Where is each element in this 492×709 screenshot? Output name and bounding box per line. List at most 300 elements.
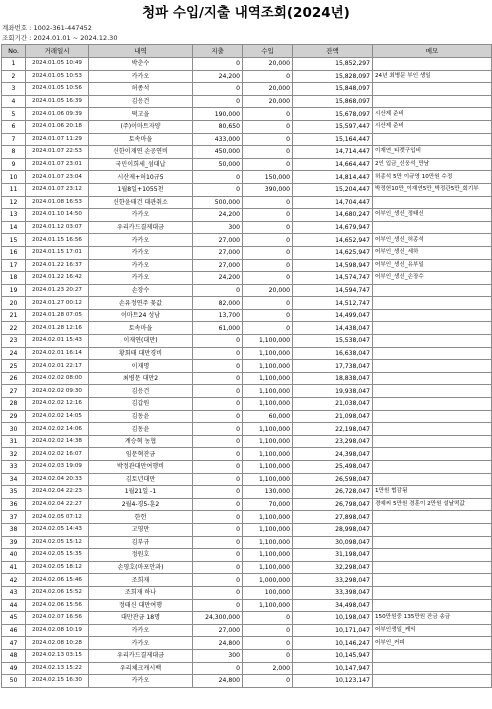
row-income: 1,100,000 xyxy=(243,599,293,612)
row-description: 카카오 xyxy=(89,272,193,285)
row-expense: 13,700 xyxy=(193,309,243,322)
row-expense: 0 xyxy=(193,574,243,587)
row-number: 34 xyxy=(2,473,26,486)
table-row xyxy=(2,398,492,411)
row-balance: 14,652,947 xyxy=(293,234,373,247)
row-memo xyxy=(373,461,492,474)
row-datetime: 2024.02.08 10:28 xyxy=(26,637,89,650)
row-description: 신한윤태건 대관취소 xyxy=(89,196,193,209)
row-description: 최병문 대만2 xyxy=(89,372,193,385)
row-balance: 17,738,047 xyxy=(293,360,373,373)
row-datetime: 2024.01.22 16:42 xyxy=(26,272,89,285)
row-description: 정태신 대만여행 xyxy=(89,599,193,612)
table-row xyxy=(2,561,492,574)
row-number: 3 xyxy=(2,83,26,96)
row-balance: 10,198,047 xyxy=(293,612,373,625)
row-datetime: 2024.02.01 15:43 xyxy=(26,335,89,348)
row-expense: 0 xyxy=(193,58,243,71)
row-datetime: 2024.01.23 20:27 xyxy=(26,284,89,297)
row-balance: 25,498,047 xyxy=(293,461,373,474)
header-expense: 지출 xyxy=(193,45,243,58)
row-balance: 33,298,047 xyxy=(293,574,373,587)
row-balance: 10,147,947 xyxy=(293,662,373,675)
row-expense: 0 xyxy=(193,461,243,474)
row-number: 6 xyxy=(2,120,26,133)
row-memo xyxy=(373,549,492,562)
row-expense: 0 xyxy=(193,511,243,524)
row-balance: 32,298,047 xyxy=(293,561,373,574)
row-description: 시산제+허10규5 xyxy=(89,171,193,184)
row-memo xyxy=(373,221,492,234)
row-description: 카카오 xyxy=(89,70,193,83)
table-row xyxy=(2,574,492,587)
row-expense: 27,000 xyxy=(193,246,243,259)
row-income: 0 xyxy=(243,158,293,171)
row-expense: 0 xyxy=(193,599,243,612)
row-memo: 시산제 준비 xyxy=(373,120,492,133)
row-income: 20,000 xyxy=(243,58,293,71)
row-number: 2 xyxy=(2,70,26,83)
row-expense: 190,000 xyxy=(193,108,243,121)
row-income: 1,100,000 xyxy=(243,448,293,461)
row-memo xyxy=(373,473,492,486)
row-balance: 21,098,047 xyxy=(293,410,373,423)
row-balance: 28,998,047 xyxy=(293,523,373,536)
row-memo xyxy=(373,398,492,411)
row-memo xyxy=(373,574,492,587)
row-income: 1,100,000 xyxy=(243,335,293,348)
row-memo: 허종석 5만 이규영 10만원 수정 xyxy=(373,171,492,184)
row-number: 17 xyxy=(2,259,26,272)
row-memo xyxy=(373,83,492,96)
row-income: 0 xyxy=(243,209,293,222)
row-income: 0 xyxy=(243,272,293,285)
row-datetime: 2024.01.05 16:39 xyxy=(26,95,89,108)
row-expense: 0 xyxy=(193,586,243,599)
row-memo xyxy=(373,649,492,662)
row-description: 손유정연주 꽃값 xyxy=(89,297,193,310)
row-memo xyxy=(373,586,492,599)
row-datetime: 2024.02.06 15:52 xyxy=(26,586,89,599)
table-row xyxy=(2,486,492,499)
row-memo: 24년 최병문 부인 생일 xyxy=(373,70,492,83)
row-description: 2월4-경5-훈2 xyxy=(89,498,193,511)
row-datetime: 2024.02.02 14:05 xyxy=(26,410,89,423)
row-description: 1월21일 -1 xyxy=(89,486,193,499)
row-description: 떡고을 xyxy=(89,108,193,121)
row-expense: 50,000 xyxy=(193,158,243,171)
row-expense: 0 xyxy=(193,423,243,436)
row-datetime: 2024.02.05 15:12 xyxy=(26,536,89,549)
table-row xyxy=(2,146,492,159)
row-balance: 14,512,747 xyxy=(293,297,373,310)
row-balance: 15,868,097 xyxy=(293,95,373,108)
row-datetime: 2024.02.01 22:17 xyxy=(26,360,89,373)
row-number: 4 xyxy=(2,95,26,108)
row-expense: 27,000 xyxy=(193,624,243,637)
table-row xyxy=(2,637,492,650)
row-income: 0 xyxy=(243,309,293,322)
table-row xyxy=(2,410,492,423)
row-datetime: 2024.02.02 09:30 xyxy=(26,385,89,398)
row-datetime: 2024.01.07 22:53 xyxy=(26,146,89,159)
row-number: 21 xyxy=(2,309,26,322)
row-balance: 18,838,047 xyxy=(293,372,373,385)
row-balance: 19,938,047 xyxy=(293,385,373,398)
row-memo: 어부인_생신_손장수 xyxy=(373,272,492,285)
row-memo xyxy=(373,284,492,297)
row-income: 1,100,000 xyxy=(243,435,293,448)
row-description: 김토년대만 xyxy=(89,473,193,486)
row-description: 김동윤 xyxy=(89,410,193,423)
row-number: 33 xyxy=(2,461,26,474)
row-income: 150,000 xyxy=(243,171,293,184)
row-expense: 27,000 xyxy=(193,259,243,272)
table-row xyxy=(2,221,492,234)
row-balance: 14,714,447 xyxy=(293,146,373,159)
row-number: 45 xyxy=(2,612,26,625)
row-expense: 300 xyxy=(193,221,243,234)
row-balance: 14,814,447 xyxy=(293,171,373,184)
row-income: 0 xyxy=(243,234,293,247)
row-datetime: 2024.02.07 16:56 xyxy=(26,612,89,625)
row-datetime: 2024.01.27 00:12 xyxy=(26,297,89,310)
row-number: 15 xyxy=(2,234,26,247)
row-income: 0 xyxy=(243,246,293,259)
row-datetime: 2024.01.10 14:50 xyxy=(26,209,89,222)
row-expense: 0 xyxy=(193,561,243,574)
row-memo: 어부인_생신_허종석 xyxy=(373,234,492,247)
row-description: 토속마을 xyxy=(89,322,193,335)
row-income: 0 xyxy=(243,612,293,625)
row-income: 20,000 xyxy=(243,284,293,297)
table-row xyxy=(2,108,492,121)
row-income: 1,100,000 xyxy=(243,536,293,549)
row-memo xyxy=(373,523,492,536)
row-description: 임문혁잔금 xyxy=(89,448,193,461)
row-description: 고영만 xyxy=(89,523,193,536)
table-row xyxy=(2,272,492,285)
row-memo xyxy=(373,360,492,373)
row-income: 0 xyxy=(243,675,293,688)
row-number: 46 xyxy=(2,624,26,637)
row-description: (주)이마트자양 xyxy=(89,120,193,133)
row-memo xyxy=(373,536,492,549)
row-number: 9 xyxy=(2,158,26,171)
row-balance: 14,664,447 xyxy=(293,158,373,171)
row-datetime: 2024.02.08 10:19 xyxy=(26,624,89,637)
table-row xyxy=(2,624,492,637)
row-memo xyxy=(373,385,492,398)
row-datetime: 2024.02.05 18:12 xyxy=(26,561,89,574)
row-memo xyxy=(373,133,492,146)
table-row xyxy=(2,549,492,562)
row-memo xyxy=(373,58,492,71)
row-balance: 10,146,247 xyxy=(293,637,373,650)
row-description: 김갑원 xyxy=(89,398,193,411)
row-number: 36 xyxy=(2,498,26,511)
row-number: 49 xyxy=(2,662,26,675)
row-datetime: 2024.02.05 07:12 xyxy=(26,511,89,524)
row-income: 1,000,000 xyxy=(243,574,293,587)
row-memo xyxy=(373,297,492,310)
row-balance: 33,398,047 xyxy=(293,586,373,599)
row-memo xyxy=(373,95,492,108)
row-expense: 24,800 xyxy=(193,675,243,688)
row-income: 390,000 xyxy=(243,183,293,196)
row-datetime: 2024.01.28 07:05 xyxy=(26,309,89,322)
row-description: 허종석 xyxy=(89,83,193,96)
table-row xyxy=(2,473,492,486)
row-number: 41 xyxy=(2,561,26,574)
table-row xyxy=(2,599,492,612)
table-row xyxy=(2,385,492,398)
row-income: 1,100,000 xyxy=(243,561,293,574)
table-row xyxy=(2,662,492,675)
row-expense: 0 xyxy=(193,536,243,549)
header-income: 수입 xyxy=(243,45,293,58)
row-number: 25 xyxy=(2,360,26,373)
row-income: 1,100,000 xyxy=(243,461,293,474)
row-description: 한헌 xyxy=(89,511,193,524)
row-expense: 500,000 xyxy=(193,196,243,209)
row-expense: 24,200 xyxy=(193,70,243,83)
table-row xyxy=(2,196,492,209)
row-expense: 0 xyxy=(193,398,243,411)
table-row xyxy=(2,58,492,71)
table-row xyxy=(2,435,492,448)
row-description: 1월8일+1055천 xyxy=(89,183,193,196)
row-description: 황회태 대만경비 xyxy=(89,347,193,360)
row-expense: 0 xyxy=(193,410,243,423)
row-description: 카카오 xyxy=(89,246,193,259)
row-expense: 82,000 xyxy=(193,297,243,310)
row-expense: 0 xyxy=(193,435,243,448)
table-row xyxy=(2,158,492,171)
row-expense: 0 xyxy=(193,549,243,562)
header-balance: 잔액 xyxy=(293,45,373,58)
row-description: 박정관대만여행비 xyxy=(89,461,193,474)
row-number: 16 xyxy=(2,246,26,259)
row-balance: 14,598,947 xyxy=(293,259,373,272)
row-datetime: 2024.02.04 22:27 xyxy=(26,498,89,511)
table-row xyxy=(2,259,492,272)
row-number: 43 xyxy=(2,586,26,599)
row-datetime: 2024.02.02 14:38 xyxy=(26,435,89,448)
row-expense: 0 xyxy=(193,360,243,373)
row-memo: 경예씨 5만원 경훈이 2만원 설날떡값 xyxy=(373,498,492,511)
row-income: 0 xyxy=(243,649,293,662)
row-description: 김부규 xyxy=(89,536,193,549)
row-balance: 31,198,047 xyxy=(293,549,373,562)
table-row xyxy=(2,360,492,373)
row-number: 31 xyxy=(2,435,26,448)
row-number: 38 xyxy=(2,523,26,536)
row-balance: 14,679,947 xyxy=(293,221,373,234)
row-description: 조희재 xyxy=(89,574,193,587)
row-description: 계승혁 농협 xyxy=(89,435,193,448)
row-expense: 0 xyxy=(193,498,243,511)
row-balance: 15,164,447 xyxy=(293,133,373,146)
row-description: 국민이희세_섬대납 xyxy=(89,158,193,171)
row-description: 손장수 xyxy=(89,284,193,297)
row-income: 0 xyxy=(243,108,293,121)
row-datetime: 2024.01.07 23:01 xyxy=(26,158,89,171)
row-memo xyxy=(373,335,492,348)
table-row xyxy=(2,234,492,247)
row-memo xyxy=(373,423,492,436)
table-row xyxy=(2,183,492,196)
row-number: 20 xyxy=(2,297,26,310)
row-income: 0 xyxy=(243,259,293,272)
row-expense: 0 xyxy=(193,448,243,461)
table-header-row xyxy=(2,45,492,58)
row-description: 카카오 xyxy=(89,209,193,222)
row-expense: 61,000 xyxy=(193,322,243,335)
row-description: 이재명 xyxy=(89,360,193,373)
row-description: 정원호 xyxy=(89,549,193,562)
row-balance: 14,438,047 xyxy=(293,322,373,335)
row-balance: 14,680,247 xyxy=(293,209,373,222)
row-memo: 150만원중 135만원 잔금 송금 xyxy=(373,612,492,625)
row-expense: 0 xyxy=(193,335,243,348)
row-memo xyxy=(373,662,492,675)
query-period: 조회기간 : 2024.01.01 ~ 2024.12.30 xyxy=(2,34,118,42)
row-number: 47 xyxy=(2,637,26,650)
row-number: 26 xyxy=(2,372,26,385)
row-balance: 22,198,047 xyxy=(293,423,373,436)
row-datetime: 2024.02.01 16:14 xyxy=(26,347,89,360)
row-datetime: 2024.02.05 15:35 xyxy=(26,549,89,562)
row-description: 토속마을 xyxy=(89,133,193,146)
table-row xyxy=(2,586,492,599)
row-balance: 14,594,747 xyxy=(293,284,373,297)
row-memo xyxy=(373,347,492,360)
row-description: 우리카드결제대금 xyxy=(89,221,193,234)
table-row xyxy=(2,95,492,108)
row-number: 19 xyxy=(2,284,26,297)
row-income: 60,000 xyxy=(243,410,293,423)
row-balance: 34,498,047 xyxy=(293,599,373,612)
row-balance: 15,538,047 xyxy=(293,335,373,348)
row-memo xyxy=(373,448,492,461)
row-description: 김응건 xyxy=(89,385,193,398)
row-number: 5 xyxy=(2,108,26,121)
row-balance: 24,398,047 xyxy=(293,448,373,461)
row-datetime: 2024.02.03 19:09 xyxy=(26,461,89,474)
row-datetime: 2024.01.07 23:12 xyxy=(26,183,89,196)
row-income: 0 xyxy=(243,133,293,146)
row-number: 48 xyxy=(2,649,26,662)
row-number: 12 xyxy=(2,196,26,209)
row-number: 14 xyxy=(2,221,26,234)
row-balance: 23,298,047 xyxy=(293,435,373,448)
table-row xyxy=(2,133,492,146)
table-row xyxy=(2,171,492,184)
row-number: 30 xyxy=(2,423,26,436)
row-number: 10 xyxy=(2,171,26,184)
table-row xyxy=(2,70,492,83)
row-income: 0 xyxy=(243,637,293,650)
row-number: 23 xyxy=(2,335,26,348)
row-datetime: 2024.02.02 14:06 xyxy=(26,423,89,436)
row-datetime: 2024.01.08 16:53 xyxy=(26,196,89,209)
header-memo: 메모 xyxy=(373,45,492,58)
row-memo xyxy=(373,675,492,688)
row-memo xyxy=(373,410,492,423)
row-expense: 0 xyxy=(193,486,243,499)
row-balance: 15,204,447 xyxy=(293,183,373,196)
row-expense: 0 xyxy=(193,95,243,108)
row-income: 0 xyxy=(243,322,293,335)
row-income: 0 xyxy=(243,120,293,133)
row-number: 29 xyxy=(2,410,26,423)
row-expense: 0 xyxy=(193,372,243,385)
transaction-table xyxy=(1,44,492,688)
row-datetime: 2024.02.06 15:56 xyxy=(26,599,89,612)
row-balance: 15,678,097 xyxy=(293,108,373,121)
row-number: 24 xyxy=(2,347,26,360)
row-balance: 10,123,147 xyxy=(293,675,373,688)
row-datetime: 2024.01.05 10:53 xyxy=(26,70,89,83)
row-income: 2,000 xyxy=(243,662,293,675)
row-income: 1,100,000 xyxy=(243,385,293,398)
row-memo xyxy=(373,599,492,612)
row-datetime: 2024.02.13 15:22 xyxy=(26,662,89,675)
row-datetime: 2024.01.12 03:07 xyxy=(26,221,89,234)
row-datetime: 2024.01.15 16:56 xyxy=(26,234,89,247)
row-expense: 0 xyxy=(193,284,243,297)
row-description: 우리카드결제대금 xyxy=(89,649,193,662)
row-income: 0 xyxy=(243,624,293,637)
row-memo xyxy=(373,511,492,524)
table-row xyxy=(2,523,492,536)
row-expense: 24,800 xyxy=(193,637,243,650)
row-expense: 0 xyxy=(193,347,243,360)
row-expense: 0 xyxy=(193,171,243,184)
row-memo: 박정헌10만_이재연5만_박정관5만_회기부 xyxy=(373,183,492,196)
row-balance: 14,574,747 xyxy=(293,272,373,285)
row-memo: 어부인_커피 xyxy=(373,637,492,650)
table-row xyxy=(2,423,492,436)
row-balance: 15,597,447 xyxy=(293,120,373,133)
row-number: 13 xyxy=(2,209,26,222)
table-row xyxy=(2,536,492,549)
row-datetime: 2024.02.02 12:16 xyxy=(26,398,89,411)
row-datetime: 2024.02.02 16:07 xyxy=(26,448,89,461)
row-balance: 26,598,047 xyxy=(293,473,373,486)
row-income: 1,100,000 xyxy=(243,347,293,360)
row-number: 22 xyxy=(2,322,26,335)
row-number: 37 xyxy=(2,511,26,524)
row-number: 8 xyxy=(2,146,26,159)
row-income: 1,100,000 xyxy=(243,423,293,436)
table-row xyxy=(2,498,492,511)
row-datetime: 2024.02.04 20:33 xyxy=(26,473,89,486)
row-datetime: 2024.02.05 14:43 xyxy=(26,523,89,536)
row-number: 1 xyxy=(2,58,26,71)
row-expense: 0 xyxy=(193,662,243,675)
row-memo: 1만원 협감됨 xyxy=(373,486,492,499)
row-expense: 0 xyxy=(193,385,243,398)
row-balance: 21,038,047 xyxy=(293,398,373,411)
row-number: 42 xyxy=(2,574,26,587)
row-datetime: 2024.01.07 23:04 xyxy=(26,171,89,184)
account-number: 계좌번호 : 1002-361-447452 xyxy=(2,24,92,32)
row-balance: 26,728,047 xyxy=(293,486,373,499)
row-income: 1,100,000 xyxy=(243,360,293,373)
row-datetime: 2024.01.07 11:29 xyxy=(26,133,89,146)
